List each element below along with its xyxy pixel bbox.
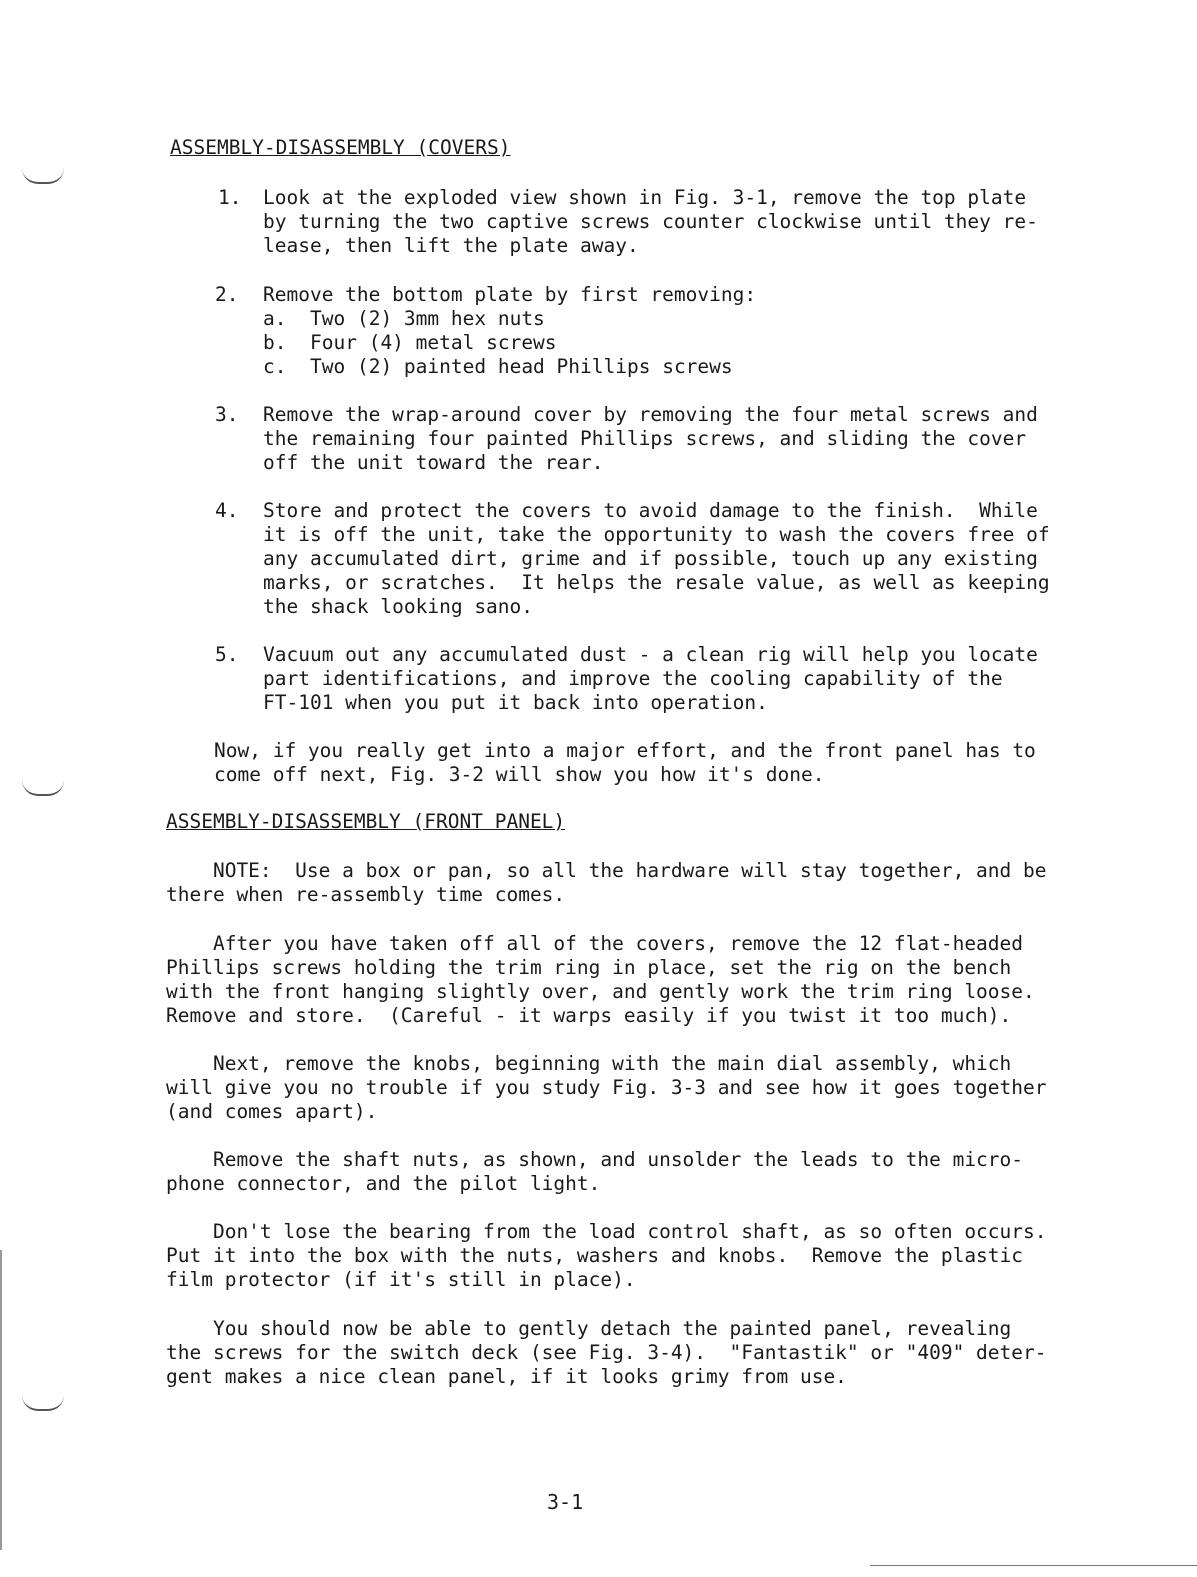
item-line: the remaining four painted Phillips screws, and sliding the cover bbox=[263, 427, 1027, 450]
paragraph-line: Remove and store. (Careful - it warps easily if you twist it too much). bbox=[166, 1004, 1012, 1027]
item-number: 5. bbox=[215, 643, 239, 666]
item-line: any accumulated dirt, grime and if possible, touch up any existing bbox=[263, 547, 1038, 570]
item-line: lease, then lift the plate away. bbox=[263, 234, 639, 257]
item-line: Remove the bottom plate by first removing: bbox=[263, 283, 757, 306]
sub-item-letter: c. bbox=[263, 355, 287, 378]
paragraph-line: NOTE: Use a box or pan, so all the hardware will stay together, and be bbox=[166, 859, 1047, 882]
sub-item-letter: a. bbox=[263, 307, 287, 330]
sub-item-text: Four (4) metal screws bbox=[310, 331, 557, 354]
paragraph-line: gent makes a nice clean panel, if it looks grimy from use. bbox=[166, 1365, 847, 1388]
item-line: it is off the unit, take the opportunity to wash the covers free of bbox=[263, 523, 1050, 546]
paragraph-line: Don't lose the bearing from the load control shaft, as so often occurs. bbox=[166, 1220, 1047, 1243]
page-number: 3-1 bbox=[547, 1490, 584, 1514]
paragraph-line: After you have taken off all of the covers, remove the 12 flat-headed bbox=[166, 932, 1024, 955]
section-heading-front-panel: ASSEMBLY-DISASSEMBLY (FRONT PANEL) bbox=[166, 810, 566, 833]
bottom-rule bbox=[870, 1565, 1197, 1566]
paragraph-line: film protector (if it's still in place). bbox=[166, 1268, 636, 1291]
item-line: the shack looking sano. bbox=[263, 595, 534, 618]
item-number: 2. bbox=[215, 283, 239, 306]
section-heading-covers: ASSEMBLY-DISASSEMBLY (COVERS) bbox=[170, 136, 511, 159]
punch-hole-mark bbox=[22, 780, 64, 796]
item-number: 4. bbox=[215, 499, 239, 522]
item-number: 3. bbox=[215, 403, 239, 426]
paragraph-line: come off next, Fig. 3-2 will show you how it's done. bbox=[214, 763, 825, 786]
paragraph-line: will give you no trouble if you study Fig. 3-3 and see how it goes together bbox=[166, 1076, 1047, 1099]
item-line: Vacuum out any accumulated dust - a clean rig will help you locate bbox=[263, 643, 1038, 666]
scan-edge bbox=[0, 1250, 2, 1550]
item-number: 1. bbox=[218, 186, 242, 209]
sub-item-text: Two (2) 3mm hex nuts bbox=[310, 307, 545, 330]
punch-hole-mark bbox=[22, 168, 64, 184]
item-line: FT-101 when you put it back into operation. bbox=[263, 691, 768, 714]
paragraph-line: Next, remove the knobs, beginning with the main dial assembly, which bbox=[166, 1052, 1012, 1075]
item-line: marks, or scratches. It helps the resale value, as well as keeping bbox=[263, 571, 1050, 594]
punch-hole-mark bbox=[22, 1395, 64, 1411]
item-line: Remove the wrap-around cover by removing the four metal screws and bbox=[263, 403, 1038, 426]
sub-item-letter: b. bbox=[263, 331, 287, 354]
item-line: off the unit toward the rear. bbox=[263, 451, 604, 474]
item-line: part identifications, and improve the cooling capability of the bbox=[263, 667, 1003, 690]
paragraph-line: with the front hanging slightly over, and gently work the trim ring loose. bbox=[166, 980, 1035, 1003]
paragraph-line: Now, if you really get into a major effort, and the front panel has to bbox=[214, 739, 1036, 762]
paragraph-line: the screws for the switch deck (see Fig. 3-4). "Fantastik" or "409" deter- bbox=[166, 1341, 1047, 1364]
paragraph-line: phone connector, and the pilot light. bbox=[166, 1172, 601, 1195]
paragraph-line: (and comes apart). bbox=[166, 1100, 378, 1123]
paragraph-line: You should now be able to gently detach the painted panel, revealing bbox=[166, 1317, 1012, 1340]
item-line: Look at the exploded view shown in Fig. 3-1, remove the top plate bbox=[263, 186, 1027, 209]
item-line: by turning the two captive screws counter clockwise until they re- bbox=[263, 210, 1038, 233]
paragraph-line: Remove the shaft nuts, as shown, and unsolder the leads to the micro- bbox=[166, 1148, 1024, 1171]
item-line: Store and protect the covers to avoid damage to the finish. While bbox=[263, 499, 1038, 522]
paragraph-line: Put it into the box with the nuts, washers and knobs. Remove the plastic bbox=[166, 1244, 1024, 1267]
paragraph-line: there when re-assembly time comes. bbox=[166, 883, 566, 906]
paragraph-line: Phillips screws holding the trim ring in place, set the rig on the bench bbox=[166, 956, 1012, 979]
sub-item-text: Two (2) painted head Phillips screws bbox=[310, 355, 733, 378]
